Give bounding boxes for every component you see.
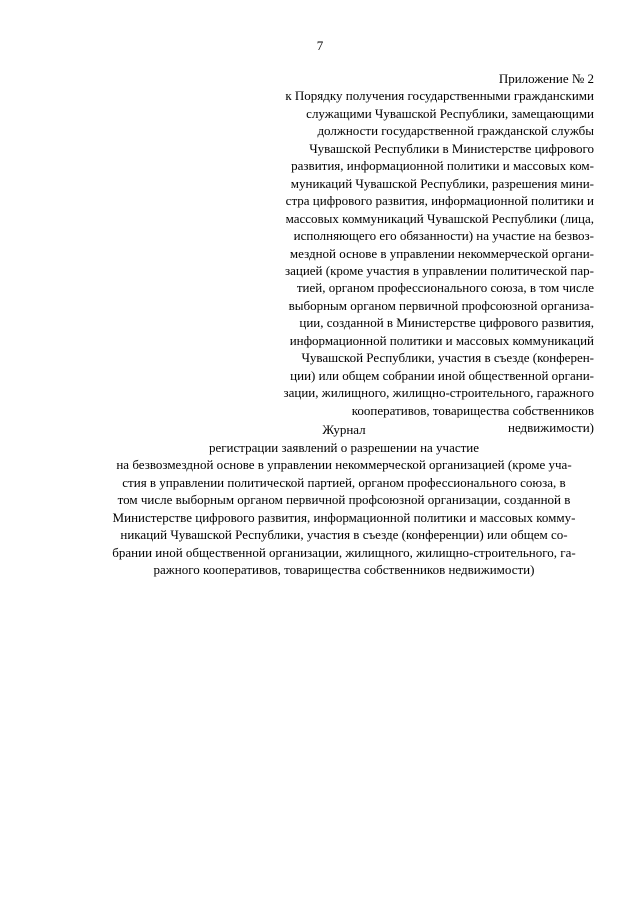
journal-line: Министерстве цифрового развития, информационной политики и массовых комму-: [112, 509, 576, 525]
appendix-line: зации, жилищного, жилищно-строительного, гаражного: [283, 385, 594, 401]
appendix-line: тией, органом профессионального союза, в том числе: [296, 280, 594, 296]
page-number: 7: [316, 38, 324, 53]
appendix-line: кооперативов, товарищества собственников: [351, 402, 594, 418]
appendix-line: массовых коммуникаций Чувашской Республики (лица,: [285, 210, 594, 226]
journal-line: ражного кооперативов, товарищества собственников недвижимости): [153, 562, 535, 577]
journal-line: никаций Чувашской Республики, участия в съезде (конференции) или общем со-: [120, 527, 568, 542]
appendix-title: Приложение № 2: [498, 71, 594, 86]
appendix-line: мездной основе в управлении некоммерческой органи-: [289, 245, 594, 261]
journal-title: Журнал: [322, 422, 366, 437]
appendix-line: информационной политики и массовых коммуникаций: [289, 332, 594, 348]
appendix-line: зацией (кроме участия в управлении политической пар-: [284, 262, 594, 278]
journal-line: регистрации заявлений о разрешении на участие: [208, 439, 480, 455]
appendix-line: Чувашской Республики в Министерстве цифрового: [309, 140, 594, 156]
appendix-line: развития, информационной политики и массовых ком-: [291, 158, 594, 174]
journal-line: стия в управлении политической партией, органом профессионального союза, в: [122, 474, 566, 490]
appendix-line: стра цифрового развития, информационной политики и: [285, 193, 594, 209]
appendix-line: служащими Чувашской Республики, замещающими: [306, 105, 594, 121]
appendix-line: исполняющего его обязанности) на участие на безвоз-: [293, 228, 594, 244]
appendix-line: к Порядку получения государственными гражданскими: [285, 88, 594, 104]
appendix-line: выборным органом первичной профсоюзной организа-: [288, 297, 594, 313]
appendix-line: муникаций Чувашской Республики, разрешения мини-: [290, 175, 594, 191]
appendix-block: [238, 70, 594, 437]
journal-line: на безвозмездной основе в управлении некоммерческой организацией (кроме уча-: [116, 457, 572, 472]
journal-heading-block: [88, 421, 600, 579]
appendix-line: должности государственной гражданской службы: [317, 123, 594, 139]
journal-line: брании иной общественной организации, жилищного, жилищно-строительного, га-: [112, 544, 576, 560]
appendix-line: Чувашской Республики, участия в съезде (конферен-: [301, 350, 594, 366]
appendix-line: ции) или общем собрании иной общественной органи-: [290, 367, 594, 383]
appendix-line: ции, созданной в Министерстве цифрового развития,: [299, 315, 594, 331]
journal-line: том числе выборным органом первичной профсоюзной организации, созданной в: [117, 492, 571, 507]
appendix-line: недвижимости): [508, 420, 594, 436]
